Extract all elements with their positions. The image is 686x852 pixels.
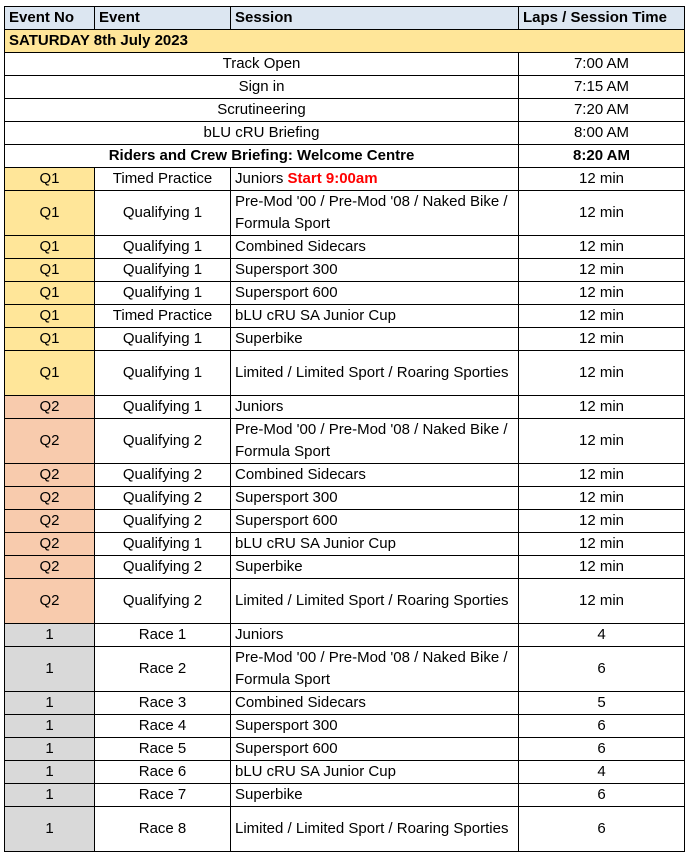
session-label: Superbike xyxy=(235,786,303,803)
event-no-cell: Q2 xyxy=(5,464,95,487)
session-row xyxy=(5,282,685,305)
session-cell xyxy=(231,624,519,647)
session-row xyxy=(5,579,685,624)
session-row xyxy=(5,510,685,533)
event-cell: Qualifying 1 xyxy=(95,396,231,419)
session-label: Combined Sidecars xyxy=(235,694,366,711)
header-row xyxy=(5,7,685,30)
session-label: Superbike xyxy=(235,330,303,347)
session-cell xyxy=(231,351,519,396)
event-cell: Qualifying 1 xyxy=(95,328,231,351)
general-label: Scrutineering xyxy=(5,99,519,122)
session-row xyxy=(5,556,685,579)
event-no-cell: Q1 xyxy=(5,168,95,191)
laps-cell: 6 xyxy=(519,807,685,852)
event-cell: Qualifying 2 xyxy=(95,464,231,487)
session-row xyxy=(5,236,685,259)
session-row xyxy=(5,328,685,351)
general-time: 8:00 AM xyxy=(519,122,685,145)
event-no-cell: 1 xyxy=(5,784,95,807)
general-time: 7:15 AM xyxy=(519,76,685,99)
general-time: 7:20 AM xyxy=(519,99,685,122)
session-label: Juniors xyxy=(235,398,284,415)
event-cell: Qualifying 2 xyxy=(95,579,231,624)
laps-cell: 4 xyxy=(519,624,685,647)
event-cell: Qualifying 1 xyxy=(95,351,231,396)
event-no-cell: Q1 xyxy=(5,282,95,305)
session-label: Supersport 600 xyxy=(235,512,338,529)
event-cell: Qualifying 2 xyxy=(95,487,231,510)
session-row xyxy=(5,419,685,464)
event-cell: Qualifying 1 xyxy=(95,191,231,236)
session-cell xyxy=(231,305,519,328)
session-label: Combined Sidecars xyxy=(235,466,366,483)
event-no-cell: Q2 xyxy=(5,419,95,464)
laps-cell: 12 min xyxy=(519,236,685,259)
general-row xyxy=(5,76,685,99)
laps-cell: 12 min xyxy=(519,419,685,464)
event-cell: Race 2 xyxy=(95,647,231,692)
session-row xyxy=(5,784,685,807)
session-cell xyxy=(231,715,519,738)
general-row xyxy=(5,99,685,122)
event-no-cell: Q1 xyxy=(5,259,95,282)
session-cell xyxy=(231,259,519,282)
session-row xyxy=(5,259,685,282)
session-label: Limited / Limited Sport / Roaring Sporties xyxy=(235,820,509,837)
laps-cell: 12 min xyxy=(519,259,685,282)
session-label: Limited / Limited Sport / Roaring Sporties xyxy=(235,364,509,381)
session-cell xyxy=(231,738,519,761)
header-event-no: Event No xyxy=(5,7,95,30)
schedule-table xyxy=(4,6,685,852)
event-cell: Race 7 xyxy=(95,784,231,807)
session-cell xyxy=(231,487,519,510)
laps-cell: 6 xyxy=(519,715,685,738)
laps-cell: 6 xyxy=(519,647,685,692)
event-cell: Race 1 xyxy=(95,624,231,647)
event-no-cell: 1 xyxy=(5,715,95,738)
session-label: Limited / Limited Sport / Roaring Sporties xyxy=(235,592,509,609)
general-row xyxy=(5,122,685,145)
general-row xyxy=(5,145,685,168)
session-cell xyxy=(231,464,519,487)
event-cell: Qualifying 1 xyxy=(95,282,231,305)
session-label: Juniors xyxy=(235,626,284,643)
session-label: bLU cRU SA Junior Cup xyxy=(235,763,396,780)
session-row xyxy=(5,305,685,328)
session-cell xyxy=(231,328,519,351)
session-cell xyxy=(231,784,519,807)
event-no-cell: Q1 xyxy=(5,351,95,396)
general-label: Sign in xyxy=(5,76,519,99)
event-cell: Race 6 xyxy=(95,761,231,784)
laps-cell: 12 min xyxy=(519,396,685,419)
session-row xyxy=(5,807,685,852)
laps-cell: 12 min xyxy=(519,464,685,487)
laps-cell: 5 xyxy=(519,692,685,715)
laps-cell: 12 min xyxy=(519,533,685,556)
session-row xyxy=(5,533,685,556)
session-cell xyxy=(231,168,519,191)
session-label: bLU cRU SA Junior Cup xyxy=(235,535,396,552)
event-no-cell: 1 xyxy=(5,738,95,761)
header-laps: Laps / Session Time xyxy=(519,7,685,30)
event-no-cell: Q2 xyxy=(5,556,95,579)
session-label: Supersport 300 xyxy=(235,717,338,734)
session-cell xyxy=(231,647,519,692)
laps-cell: 12 min xyxy=(519,168,685,191)
laps-cell: 12 min xyxy=(519,510,685,533)
session-row xyxy=(5,464,685,487)
session-cell xyxy=(231,533,519,556)
laps-cell: 12 min xyxy=(519,487,685,510)
general-label: bLU cRU Briefing xyxy=(5,122,519,145)
laps-cell: 4 xyxy=(519,761,685,784)
session-label: Pre-Mod '00 / Pre-Mod '08 / Naked Bike / Formula Sport xyxy=(235,193,508,232)
session-cell xyxy=(231,191,519,236)
event-no-cell: 1 xyxy=(5,647,95,692)
general-label: Riders and Crew Briefing: Welcome Centre xyxy=(5,145,519,168)
session-row xyxy=(5,647,685,692)
event-no-cell: 1 xyxy=(5,761,95,784)
laps-cell: 12 min xyxy=(519,579,685,624)
event-cell: Timed Practice xyxy=(95,168,231,191)
session-cell xyxy=(231,807,519,852)
session-row xyxy=(5,624,685,647)
event-no-cell: 1 xyxy=(5,807,95,852)
event-no-cell: Q2 xyxy=(5,510,95,533)
session-label: Supersport 600 xyxy=(235,284,338,301)
session-label: Combined Sidecars xyxy=(235,238,366,255)
event-cell: Qualifying 2 xyxy=(95,556,231,579)
session-row xyxy=(5,715,685,738)
session-cell xyxy=(231,556,519,579)
general-time: 7:00 AM xyxy=(519,53,685,76)
event-cell: Qualifying 2 xyxy=(95,510,231,533)
session-cell xyxy=(231,236,519,259)
event-cell: Qualifying 1 xyxy=(95,236,231,259)
day-label: SATURDAY 8th July 2023 xyxy=(5,30,685,53)
event-cell: Race 5 xyxy=(95,738,231,761)
event-cell: Timed Practice xyxy=(95,305,231,328)
session-label: Supersport 300 xyxy=(235,261,338,278)
laps-cell: 6 xyxy=(519,738,685,761)
event-cell: Qualifying 1 xyxy=(95,259,231,282)
general-time: 8:20 AM xyxy=(519,145,685,168)
event-no-cell: Q2 xyxy=(5,487,95,510)
header-session: Session xyxy=(231,7,519,30)
event-cell: Race 4 xyxy=(95,715,231,738)
session-cell xyxy=(231,396,519,419)
header-event: Event xyxy=(95,7,231,30)
event-no-cell: 1 xyxy=(5,624,95,647)
event-no-cell: Q2 xyxy=(5,579,95,624)
session-row xyxy=(5,191,685,236)
session-cell xyxy=(231,761,519,784)
general-row xyxy=(5,53,685,76)
laps-cell: 12 min xyxy=(519,191,685,236)
session-row xyxy=(5,168,685,191)
session-label: Juniors xyxy=(235,170,284,187)
session-cell xyxy=(231,692,519,715)
session-row xyxy=(5,351,685,396)
session-cell xyxy=(231,282,519,305)
laps-cell: 12 min xyxy=(519,351,685,396)
session-label: Supersport 300 xyxy=(235,489,338,506)
session-label: Pre-Mod '00 / Pre-Mod '08 / Naked Bike / Formula Sport xyxy=(235,649,508,688)
session-row xyxy=(5,487,685,510)
event-no-cell: Q1 xyxy=(5,236,95,259)
laps-cell: 12 min xyxy=(519,556,685,579)
laps-cell: 12 min xyxy=(519,305,685,328)
session-row xyxy=(5,761,685,784)
session-label: bLU cRU SA Junior Cup xyxy=(235,307,396,324)
event-no-cell: Q2 xyxy=(5,533,95,556)
event-no-cell: Q1 xyxy=(5,191,95,236)
session-cell xyxy=(231,510,519,533)
session-label: Supersport 600 xyxy=(235,740,338,757)
event-cell: Race 8 xyxy=(95,807,231,852)
general-label: Track Open xyxy=(5,53,519,76)
session-row xyxy=(5,692,685,715)
laps-cell: 6 xyxy=(519,784,685,807)
session-label: Pre-Mod '00 / Pre-Mod '08 / Naked Bike / Formula Sport xyxy=(235,421,508,460)
event-no-cell: Q1 xyxy=(5,305,95,328)
day-row xyxy=(5,30,685,53)
start-time-note: Start 9:00am xyxy=(287,170,378,187)
session-row xyxy=(5,738,685,761)
session-row xyxy=(5,396,685,419)
event-cell: Qualifying 2 xyxy=(95,419,231,464)
event-no-cell: Q1 xyxy=(5,328,95,351)
event-cell: Qualifying 1 xyxy=(95,533,231,556)
event-no-cell: 1 xyxy=(5,692,95,715)
laps-cell: 12 min xyxy=(519,328,685,351)
session-cell xyxy=(231,419,519,464)
event-no-cell: Q2 xyxy=(5,396,95,419)
session-cell xyxy=(231,579,519,624)
event-cell: Race 3 xyxy=(95,692,231,715)
laps-cell: 12 min xyxy=(519,282,685,305)
session-label: Superbike xyxy=(235,558,303,575)
